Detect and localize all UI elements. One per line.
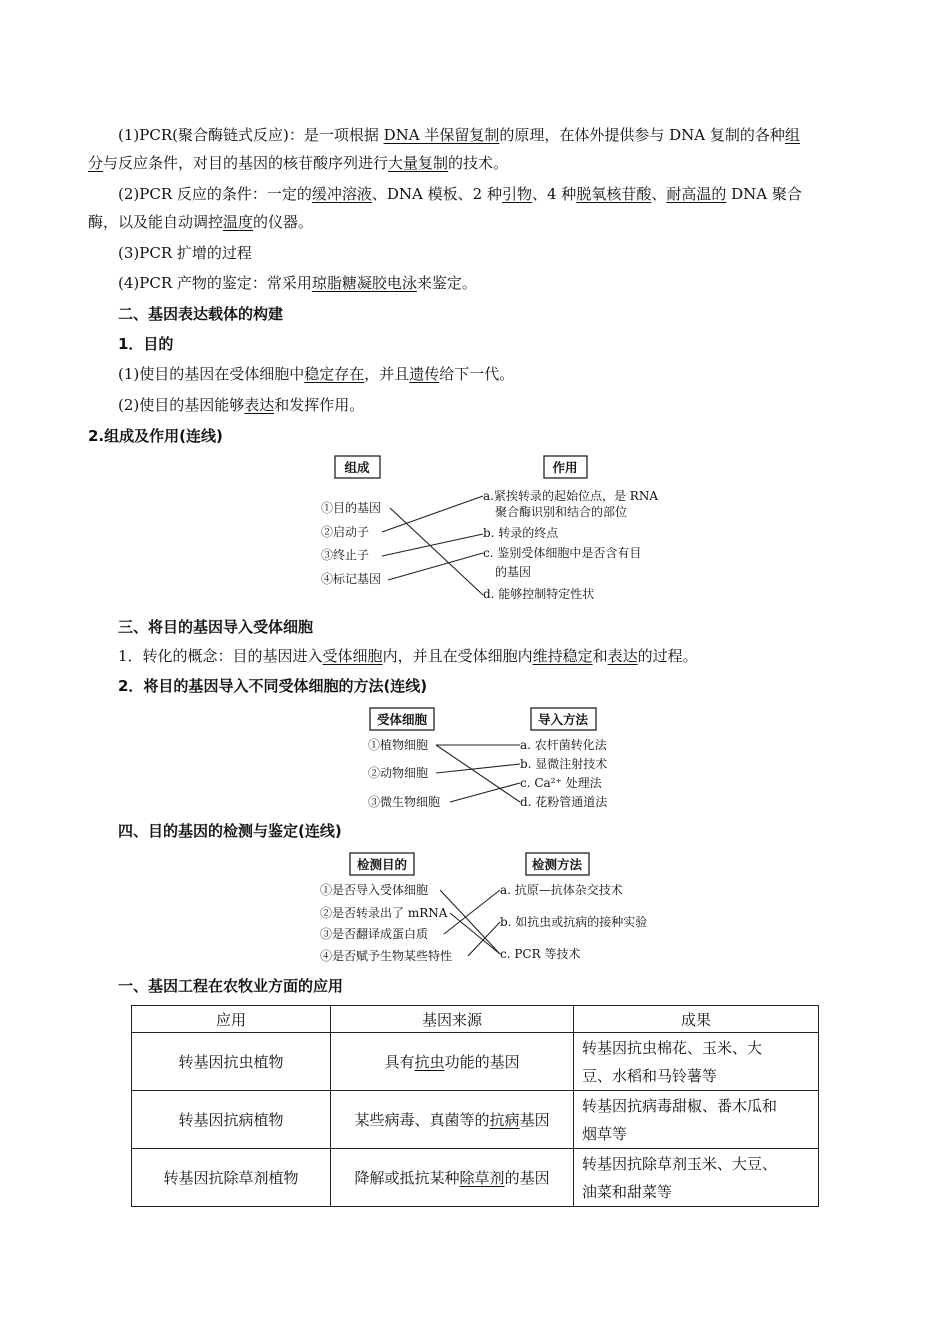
left-item: ④是否赋予生物某些特性 (320, 949, 453, 963)
left-item: ①是否导入受体细胞 (320, 883, 429, 897)
column-header: 成果 (574, 1006, 819, 1033)
text: 功能的基因 (444, 1053, 520, 1071)
match-line (444, 890, 500, 934)
composition-function-matching-diagram (300, 452, 680, 607)
underlined-answer: DNA 半保留复制 (383, 126, 500, 144)
match-line (382, 534, 483, 556)
text: 给下一代。 (439, 365, 515, 383)
match-line (468, 922, 500, 956)
right-header: 检测方法 (531, 857, 583, 872)
underlined-answer: 耐高温的 (666, 185, 727, 203)
match-line (440, 890, 500, 954)
underlined-answer: 受体细胞 (322, 647, 383, 665)
left-item: ②动物细胞 (368, 766, 429, 780)
text: 内，并且在受体细胞内 (382, 647, 533, 665)
text: 转基因抗除草剂玉米、大豆、 (582, 1154, 778, 1173)
pcr-identification (118, 272, 477, 294)
pcr-process: (3)PCR 扩增的过程 (118, 244, 252, 262)
text: 豆、水稻和马铃薯等 (582, 1066, 718, 1085)
right-item: c. 鉴别受体细胞中是否含有目 (483, 546, 642, 560)
text: 的基因 (504, 1169, 550, 1187)
text: 的过程。 (637, 647, 698, 665)
match-line (388, 553, 483, 580)
left-item: ①目的基因 (321, 501, 382, 515)
pcr-conditions-line2 (88, 211, 313, 233)
text: 某些病毒、真菌等的 (354, 1111, 490, 1129)
subheading: 2．将目的基因导入不同受体细胞的方法(连线) (118, 677, 428, 695)
section-heading: 一、基因工程在农牧业方面的应用 (118, 977, 344, 995)
transformation-concept (118, 645, 698, 667)
left-item: ③终止子 (321, 548, 370, 562)
subheading: 2.组成及作用(连线) (88, 427, 223, 445)
underlined-answer: 抗病 (489, 1111, 520, 1129)
text: 和发挥作用。 (274, 396, 365, 414)
right-item: d. 能够控制特定性状 (483, 587, 595, 601)
underlined-answer: 表达 (607, 647, 638, 665)
text: 油菜和甜菜等 (582, 1182, 673, 1201)
right-header: 作用 (552, 460, 578, 475)
purpose-item-1 (118, 363, 514, 385)
table-row (132, 1149, 819, 1207)
left-item: ②启动子 (321, 525, 370, 539)
detection-matching-diagram (310, 850, 680, 968)
right-header: 导入方法 (537, 712, 589, 727)
table-header-row (132, 1006, 819, 1033)
right-item: c. Ca²⁺ 处理法 (520, 776, 602, 790)
applications-table (131, 1005, 819, 1207)
left-item: ④标记基因 (321, 572, 382, 586)
right-item: c. PCR 等技术 (500, 947, 581, 961)
left-item: ③微生物细胞 (368, 795, 441, 809)
section-heading: 三、将目的基因导入受体细胞 (118, 618, 314, 636)
match-line (450, 783, 520, 802)
text: 转基因抗虫棉花、玉米、大 (582, 1038, 763, 1057)
gene-source-cell (331, 1149, 574, 1207)
text: 烟草等 (582, 1124, 628, 1143)
right-item: 的基因 (495, 565, 532, 579)
table-row (132, 1033, 819, 1091)
purpose-item-2 (118, 394, 364, 416)
section-heading: 二、基因表达载体的构建 (118, 305, 284, 323)
text: DNA 聚合 (726, 185, 802, 203)
match-line (436, 745, 520, 802)
underlined-answer: 维持稳定 (532, 647, 593, 665)
left-header: 检测目的 (356, 857, 408, 872)
underlined-answer: 大量复制 (388, 154, 449, 172)
text: 、DNA 模板、2 种 (371, 185, 502, 203)
left-item: ③是否翻译成蛋白质 (320, 927, 429, 941)
left-item: ②是否转录出了 mRNA (320, 906, 448, 920)
right-item: a. 农杆菌转化法 (520, 738, 607, 752)
column-header: 基因来源 (331, 1006, 574, 1033)
underlined-answer: 琼脂糖凝胶电泳 (311, 274, 417, 292)
text: 和 (592, 647, 608, 665)
text: 基因 (519, 1111, 550, 1129)
text: (1)PCR(聚合酶链式反应)：是一项根据 (118, 126, 384, 144)
result-cell (574, 1091, 819, 1149)
column-header: 应用 (132, 1006, 331, 1033)
match-line (436, 764, 520, 773)
gene-source-cell (331, 1091, 574, 1149)
left-header: 组成 (344, 460, 370, 475)
subheading: 1．目的 (118, 335, 174, 353)
text: (2)使目的基因能够 (118, 396, 245, 414)
text: 降解或抵抗某种 (354, 1169, 460, 1187)
right-item: d. 花粉管通道法 (520, 795, 608, 809)
text: (2)PCR 反应的条件：一定的 (118, 185, 312, 203)
text: 的仪器。 (253, 213, 314, 231)
application-cell: 转基因抗除草剂植物 (132, 1149, 331, 1207)
text: ，并且 (364, 365, 410, 383)
underlined-answer: 温度 (223, 213, 254, 231)
gene-source-cell (331, 1033, 574, 1091)
text: 酶，以及能自动调控 (88, 213, 224, 231)
text: 、4 种 (532, 185, 577, 203)
underlined-answer: 引物 (501, 185, 532, 203)
text: 1．转化的概念：目的基因进入 (118, 647, 323, 665)
underlined-answer: 脱氧核苷酸 (576, 185, 652, 203)
result-cell (574, 1033, 819, 1091)
underlined-answer: 抗虫 (414, 1053, 445, 1071)
application-cell: 转基因抗病植物 (132, 1091, 331, 1149)
text: 具有 (384, 1053, 415, 1071)
section-heading: 四、目的基因的检测与鉴定(连线) (118, 822, 342, 840)
right-item: 聚合酶识别和结合的部位 (495, 505, 628, 519)
pcr-definition-line2 (88, 152, 508, 174)
pcr-definition-line1 (118, 124, 800, 146)
right-item: a. 抗原—抗体杂交技术 (500, 883, 623, 897)
underlined-answer: 组 (784, 126, 800, 144)
right-item: b. 显微注射技术 (520, 757, 608, 771)
underlined-answer: 除草剂 (459, 1169, 505, 1187)
right-item: b. 转录的终点 (483, 526, 559, 540)
result-cell (574, 1149, 819, 1207)
text: (4)PCR 产物的鉴定：常采用 (118, 274, 312, 292)
text: 的原理，在体外提供参与 DNA 复制的各种 (499, 126, 785, 144)
table-row (132, 1091, 819, 1149)
underlined-answer: 表达 (244, 396, 275, 414)
right-item: b. 如抗虫或抗病的接种实验 (500, 915, 648, 929)
left-header: 受体细胞 (376, 712, 428, 727)
text: 转基因抗病毒甜椒、番木瓜和 (582, 1096, 778, 1115)
text: (1)使目的基因在受体细胞中 (118, 365, 305, 383)
receptor-method-matching-diagram (360, 705, 630, 813)
underlined-answer: 分 (88, 154, 104, 172)
right-item: a.紧挨转录的起始位点，是 RNA (483, 489, 658, 503)
underlined-answer: 缓冲溶液 (311, 185, 372, 203)
underlined-answer: 遗传 (409, 365, 440, 383)
underlined-answer: 稳定存在 (304, 365, 365, 383)
application-cell: 转基因抗虫植物 (132, 1033, 331, 1091)
text: 的技术。 (448, 154, 509, 172)
pcr-conditions-line1 (118, 183, 802, 205)
left-item: ①植物细胞 (368, 738, 429, 752)
text: 、 (651, 185, 667, 203)
text: 来鉴定。 (416, 274, 477, 292)
text: 与反应条件，对目的基因的核苷酸序列进行 (103, 154, 389, 172)
